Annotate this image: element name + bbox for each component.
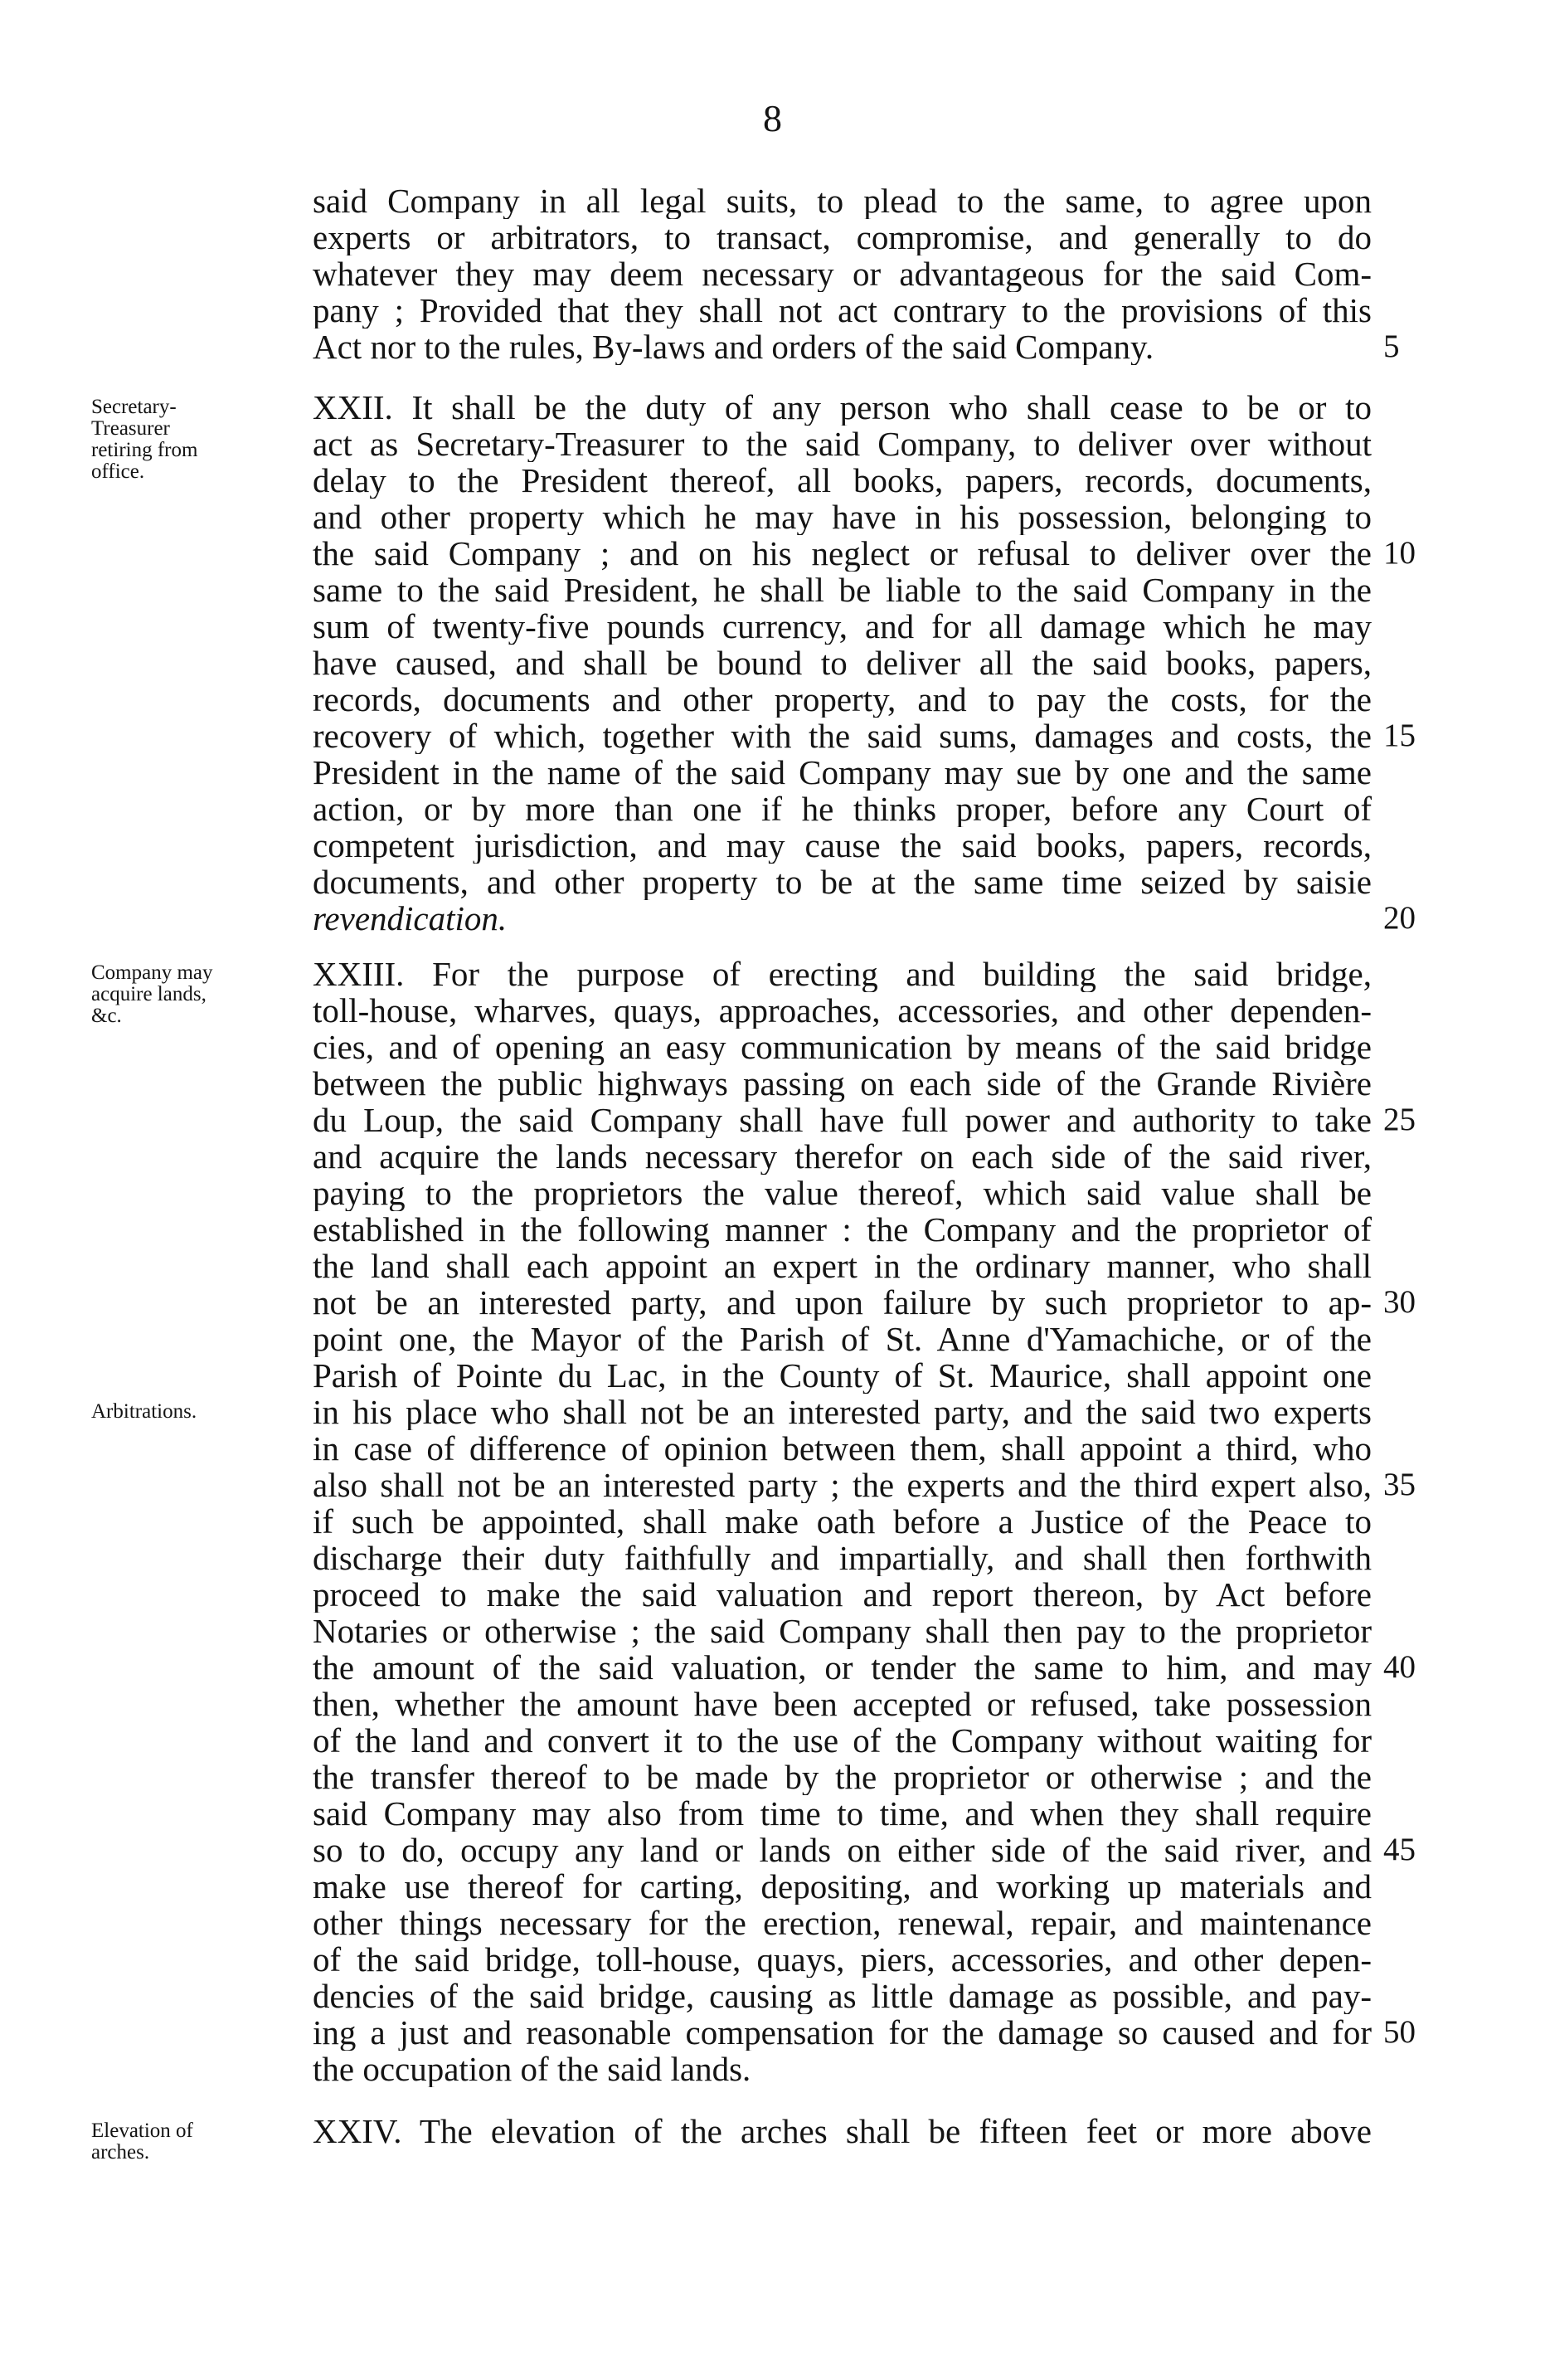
body-line: Act nor to the rules, By-laws and orders of the said Company. (313, 329, 1154, 365)
line-number: 20 (1383, 900, 1416, 936)
margin-note-secretary: Treasurer (91, 417, 170, 440)
body-line: sum of twenty-five pounds currency, and for all damage which he may (313, 608, 1372, 645)
body-line: du Loup, the said Company shall have full power and authority to take (313, 1102, 1372, 1138)
body-line: toll-house, wharves, quays, approaches, accessories, and other dependen- (313, 992, 1372, 1029)
body-line: make use thereof for carting, depositing, and working up materials and (313, 1868, 1372, 1905)
line-number: 35 (1383, 1467, 1416, 1502)
margin-note-secretary: retiring from (91, 439, 198, 461)
margin-note-secretary: Secretary- (91, 396, 177, 418)
body-line: proceed to make the said valuation and report thereon, by Act before (313, 1576, 1372, 1613)
line-number: 50 (1383, 2014, 1416, 2050)
body-line: dencies of the said bridge, causing as little damage as possible, and pay- (313, 1978, 1372, 2014)
margin-note-secretary: office. (91, 460, 145, 483)
body-line: discharge their duty faithfully and impartially, and shall then forthwith (313, 1540, 1372, 1576)
body-line: the said Company ; and on his neglect or refusal to deliver over the (313, 535, 1372, 572)
body-line: same to the said President, he shall be liable to the said Company in the (313, 572, 1372, 608)
body-line: recovery of which, together with the said sums, damages and costs, the (313, 718, 1372, 754)
body-line: action, or by more than one if he thinks proper, before any Court of (313, 791, 1372, 827)
line-number: 45 (1383, 1832, 1416, 1867)
body-line: the amount of the said valuation, or tender the same to him, and may (313, 1649, 1372, 1686)
margin-note-lands: Company may (91, 961, 213, 984)
section-xxiv-start: XXIV. The elevation of the arches shall be fifteen feet or more above (313, 2113, 1372, 2149)
body-line: between the public highways passing on each side of the Grande Rivière (313, 1065, 1372, 1102)
body-line: the transfer thereof to be made by the proprietor or otherwise ; and the (313, 1759, 1372, 1795)
body-line: and other property which he may have in his possession, belonging to (313, 499, 1372, 535)
margin-note-elevation: Elevation of (91, 2120, 193, 2142)
body-line: records, documents and other property, and to pay the costs, for the (313, 681, 1372, 718)
body-line: experts or arbitrators, to transact, compromise, and generally to do (313, 219, 1372, 256)
line-number: 10 (1383, 535, 1416, 571)
body-line: said Company in all legal suits, to plead to the same, to agree upon (313, 183, 1372, 219)
body-line: of the land and convert it to the use of the Company without waiting for (313, 1722, 1372, 1759)
body-line: also shall not be an interested party ; the experts and the third expert also, (313, 1467, 1372, 1503)
line-number: 15 (1383, 718, 1416, 753)
margin-note-lands: acquire lands, (91, 983, 206, 1005)
line-number: 40 (1383, 1649, 1416, 1685)
margin-note-lands: &c. (91, 1005, 122, 1027)
body-line: paying to the proprietors the value thereof, which said value shall be (313, 1175, 1372, 1211)
body-line: ing a just and reasonable compensation for the damage so caused and for (313, 2014, 1372, 2051)
body-line: of the said bridge, toll-house, quays, piers, accessories, and other depen- (313, 1941, 1372, 1978)
body-line: point one, the Mayor of the Parish of St. Anne d'Yamachiche, or of the (313, 1321, 1372, 1357)
body-line: President in the name of the said Company may sue by one and the same (313, 754, 1372, 791)
line-number: 30 (1383, 1284, 1416, 1320)
margin-note-arbitrations: Arbitrations. (91, 1400, 197, 1423)
body-line: and acquire the lands necessary therefor on each side of the said river, (313, 1138, 1372, 1175)
body-line: Notaries or otherwise ; the said Company shall then pay to the proprietor (313, 1613, 1372, 1649)
body-line: established in the following manner : the Company and the proprietor of (313, 1211, 1372, 1248)
line-number: 5 (1383, 329, 1400, 364)
body-line: in case of difference of opinion between them, shall appoint a third, who (313, 1430, 1372, 1467)
section-xxii-start: XXII. It shall be the duty of any person who shall cease to be or to (313, 389, 1372, 426)
body-line: in his place who shall not be an interested party, and the said two experts (313, 1394, 1372, 1430)
body-line: pany ; Provided that they shall not act contrary to the provisions of this (313, 292, 1372, 329)
body-line: delay to the President thereof, all books, papers, records, documents, (313, 462, 1372, 499)
body-line: whatever they may deem necessary or advantageous for the said Com- (313, 256, 1372, 292)
body-line: so to do, occupy any land or lands on either side of the said river, and (313, 1832, 1372, 1868)
body-line: Parish of Pointe du Lac, in the County of St. Maurice, shall appoint one (313, 1357, 1372, 1394)
body-line: act as Secretary-Treasurer to the said Company, to deliver over without (313, 426, 1372, 462)
body-line: the land shall each appoint an expert in the ordinary manner, who shall (313, 1248, 1372, 1284)
body-line: then, whether the amount have been accepted or refused, take possession (313, 1686, 1372, 1722)
body-line: other things necessary for the erection, renewal, repair, and maintenance (313, 1905, 1372, 1941)
body-line: not be an interested party, and upon failure by such proprietor to ap- (313, 1284, 1372, 1321)
body-line: the occupation of the said lands. (313, 2051, 751, 2087)
body-line: revendication. (313, 900, 508, 937)
line-number: 25 (1383, 1102, 1416, 1137)
body-line: have caused, and shall be bound to deliver all the said books, papers, (313, 645, 1372, 681)
margin-note-elevation: arches. (91, 2141, 150, 2163)
body-line: said Company may also from time to time, and when they shall require (313, 1795, 1372, 1832)
section-xxiii-start: XXIII. For the purpose of erecting and building the said bridge, (313, 956, 1372, 992)
body-line: documents, and other property to be at the same time seized by saisie (313, 864, 1372, 900)
body-line: competent jurisdiction, and may cause the said books, papers, records, (313, 827, 1372, 864)
page-number: 8 (763, 97, 782, 139)
body-line: cies, and of opening an easy communication by means of the said bridge (313, 1029, 1372, 1065)
body-line: if such be appointed, shall make oath before a Justice of the Peace to (313, 1503, 1372, 1540)
